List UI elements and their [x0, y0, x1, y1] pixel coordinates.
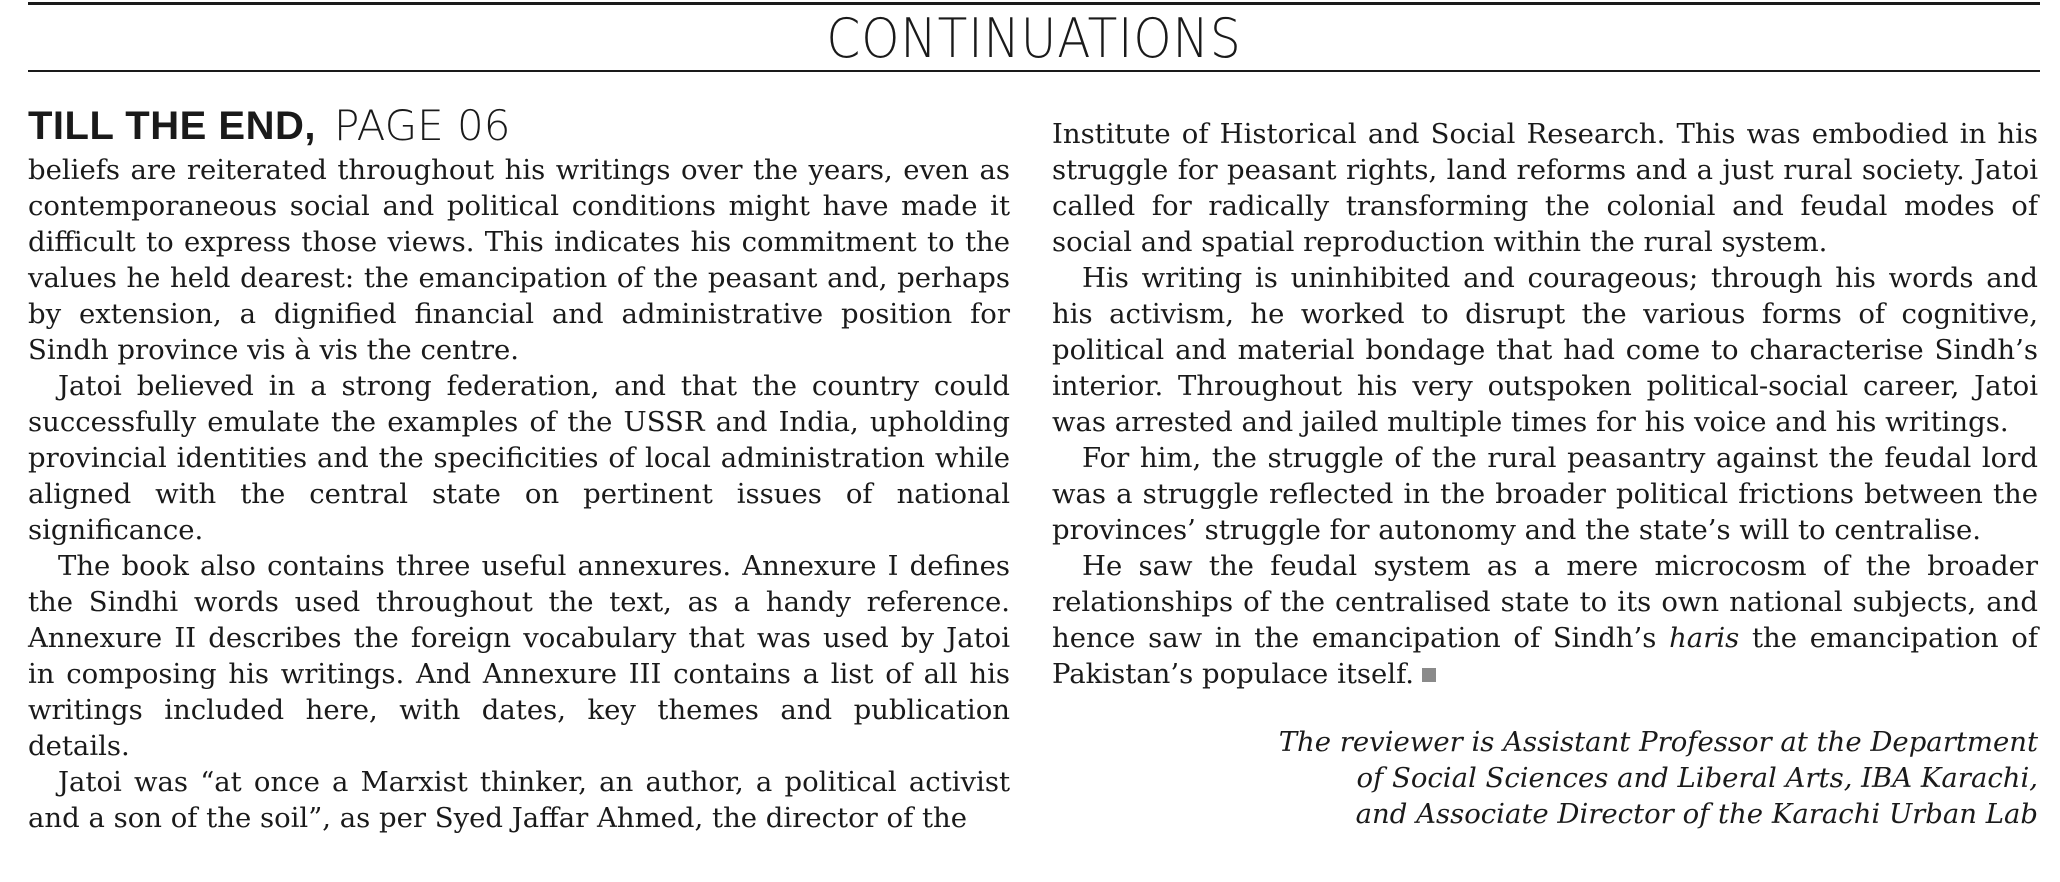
- byline-line: and Associate Director of the Karachi Urban Lab: [1355, 798, 2038, 830]
- paragraph: For him, the struggle of the rural peasantry against the feudal lord was a struggle reflected in the broader political frictions between the provinces’ struggle for autonomy and the state’s will to centralise.: [1052, 442, 2038, 546]
- reviewer-byline: [1052, 724, 2038, 832]
- final-paragraph: [1052, 548, 2038, 692]
- article-headline: [28, 92, 1010, 150]
- right-column: [1052, 116, 2038, 832]
- title-rule: [28, 70, 2040, 72]
- byline-line: of Social Sciences and Liberal Arts, IBA Karachi,: [1356, 762, 2038, 794]
- headline-page-ref: PAGE 06: [333, 101, 511, 150]
- paragraph: The book also contains three useful annexures. Annexure I defines the Sindhi words used throughout the text, as a handy reference. Annexure II describes the foreign vocabulary that was used by Jatoi in composing his writings. And Annexure III contains a list of all his writings included here, with dates, key themes and publication details.: [28, 550, 1010, 762]
- headline-title: TILL THE END,: [28, 104, 316, 148]
- left-column: [28, 92, 1010, 836]
- paragraph: Jatoi believed in a strong federation, and that the country could successfully emulate the examples of the USSR and India, upholding provincial identities and the specificities of local administration while aligned with the central state on pertinent issues of national significance.: [28, 370, 1010, 546]
- top-rule: [28, 2, 2040, 5]
- page: [28, 0, 2040, 882]
- paragraph: His writing is uninhibited and courageous; through his words and his activism, he worked to disrupt the various forms of cognitive, political and material bondage that had come to characterise Sindh’s interior. Throughout his very outspoken political-social career, Jatoi was arrested and jailed multiple times for his voice and his writings.: [1052, 262, 2038, 438]
- final-paragraph-text-end: the emancipation of Pakistan’s populace itself.: [1052, 622, 2038, 690]
- end-mark-icon: [1422, 668, 1436, 682]
- final-paragraph-text: He saw the feudal system as a mere microcosm of the broader relationships of the centralised state to its own national subjects, and hence saw in the emancipation of Sindh’s: [1052, 550, 2038, 654]
- paragraph: Institute of Historical and Social Research. This was embodied in his struggle for peasant rights, land reforms and a just rural society. Jatoi called for radically transforming the colonial and feudal modes of social and spatial reproduction within the rural system.: [1052, 118, 2038, 258]
- byline-line: The reviewer is Assistant Professor at the Department: [1278, 726, 2038, 758]
- section-title: CONTINUATIONS: [826, 7, 1242, 70]
- paragraph: beliefs are reiterated throughout his writings over the years, even as contemporaneous social and political conditions might have made it difficult to express those views. This indicates his commitment to the values he held dearest: the emancipation of the peasant and, perhaps by extension, a dignified financial and administrative position for Sindh province vis à vis the centre.: [28, 154, 1010, 366]
- italic-term: haris: [1669, 622, 1740, 654]
- paragraph: Jatoi was “at once a Marxist thinker, an author, a political activist and a son of the soil”, as per Syed Jaffar Ahmed, the director of the: [28, 766, 1010, 834]
